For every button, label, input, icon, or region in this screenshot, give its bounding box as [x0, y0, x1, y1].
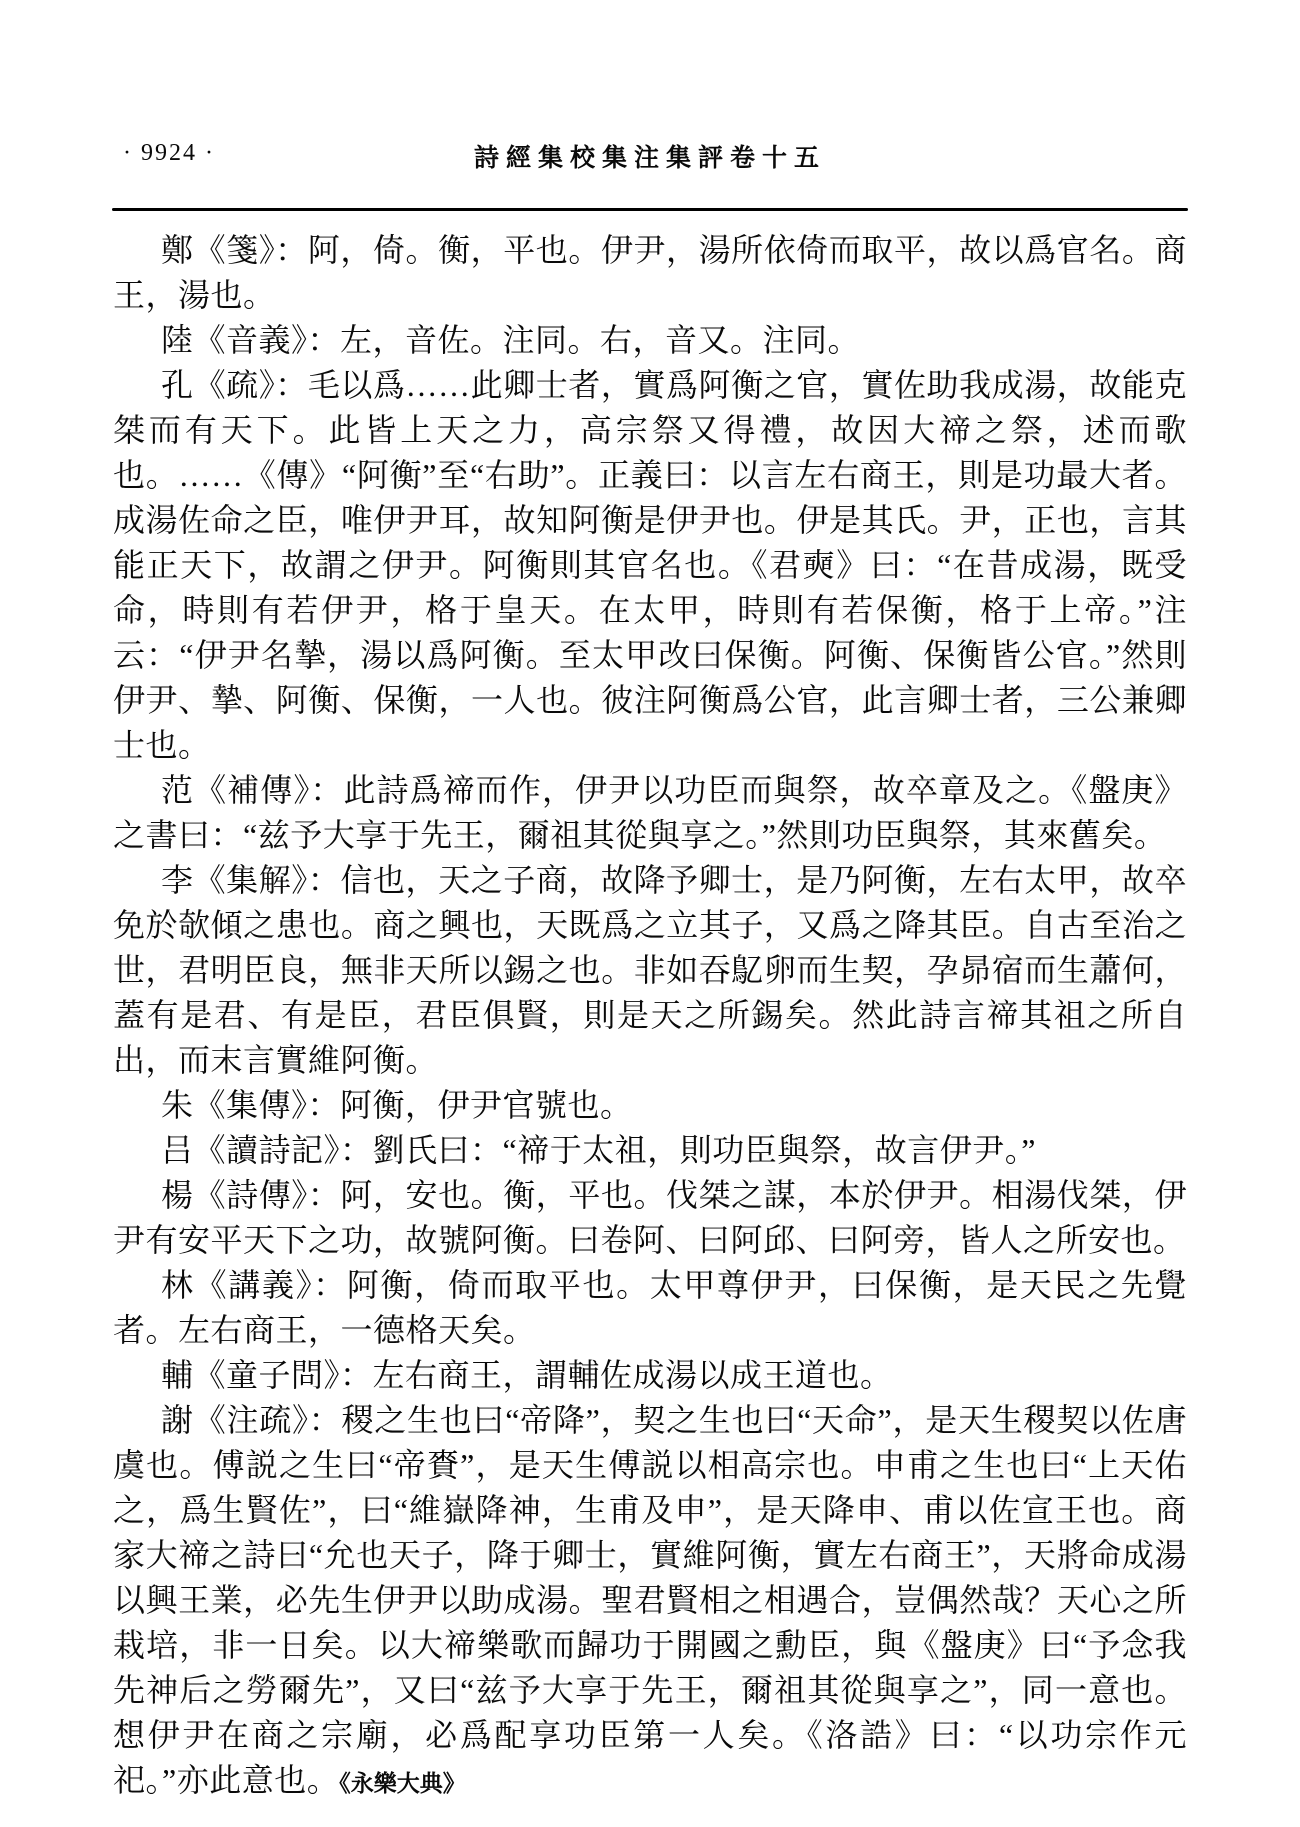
header-divider — [112, 208, 1188, 211]
page-number: · 9924 · — [123, 140, 215, 166]
paragraph — [113, 1173, 1187, 1263]
paragraph — [113, 1353, 1187, 1398]
paragraph-text: 鄭《箋》：阿，倚。衡，平也。伊尹，湯所依倚而取平，故以爲官名。商王，湯也。 — [113, 232, 1187, 313]
paragraph-text: 朱《集傳》：阿衡，伊尹官號也。 — [161, 1087, 633, 1123]
paragraph — [113, 228, 1187, 318]
running-title: 詩經集校集注集評卷十五 — [473, 145, 827, 172]
paragraph-text: 楊《詩傳》：阿，安也。衡，平也。伐桀之謀，本於伊尹。相湯伐桀，伊尹有安平天下之功，故號阿衡。曰卷阿、曰阿邱、曰阿旁，皆人之所安也。 — [113, 1177, 1187, 1258]
paragraph — [113, 1128, 1187, 1173]
paragraph — [113, 1263, 1187, 1353]
paragraph-text: 謝《注疏》：稷之生也曰“帝降”，契之生也曰“天命”，是天生稷契以佐唐虞也。傅説之生曰“帝賚”，是天生傅説以相高宗也。申甫之生也曰“上天佑之，爲生賢佐”，曰“維嶽降神，生甫及申”，是天降申、甫以佐宣王也。商家大禘之詩曰“允也天子，降于卿士，實維阿衡，實左右商王”，天將命成湯以興王業，必先生伊尹以助成湯。聖君賢相之相遇合，豈偶然哉？天心之所栽培，非一日矣。以大禘樂歌而歸功于開國之勳臣，與《盤庚》曰“予念我先神后之勞爾先”，又曰“兹予大享于先王，爾祖其從與享之”，同一意也。想伊尹在商之宗廟，必爲配享功臣第一人矣。《洛誥》曰：“以功宗作元祀。”亦此意也。 — [113, 1402, 1187, 1798]
paragraph — [113, 768, 1187, 858]
source-citation: 《永樂大典》 — [339, 1771, 466, 1796]
paragraph — [113, 318, 1187, 363]
paragraph-text: 李《集解》：信也，天之子商，故降予卿士，是乃阿衡，左右太甲，故卒免於欹傾之患也。商之興也，天既爲之立其子，又爲之降其臣。自古至治之世，君明臣良，無非天所以錫之也。非如吞鳦卵而生契，孕昴宿而生蕭何，蓋有是君、有是臣，君臣俱賢，則是天之所錫矣。然此詩言禘其祖之所自出，而末言實維阿衡。 — [113, 862, 1187, 1078]
text-body — [113, 228, 1187, 1806]
paragraph — [113, 363, 1187, 768]
paragraph — [113, 1083, 1187, 1128]
paragraph — [113, 858, 1187, 1083]
paragraph-text: 林《講義》：阿衡，倚而取平也。太甲尊伊尹，曰保衡，是天民之先覺者。左右商王，一德格天矣。 — [113, 1267, 1187, 1348]
paragraph-text: 輔《童子問》：左右商王，謂輔佐成湯以成王道也。 — [161, 1357, 893, 1393]
page-header — [113, 138, 1187, 178]
paragraph-text: 孔《疏》：毛以爲……此卿士者，實爲阿衡之官，實佐助我成湯，故能克桀而有天下。此皆上天之力，高宗祭又得禮，故因大禘之祭，述而歌也。……《傳》“阿衡”至“右助”。正義曰：以言左右商王，則是功最大者。成湯佐命之臣，唯伊尹耳，故知阿衡是伊尹也。伊是其氏。尹，正也，言其能正天下，故謂之伊尹。阿衡則其官名也。《君奭》曰：“在昔成湯，既受命，時則有若伊尹，格于皇天。在太甲，時則有若保衡，格于上帝。”注云：“伊尹名摯，湯以爲阿衡。至太甲改曰保衡。阿衡、保衡皆公官。”然則伊尹、摯、阿衡、保衡，一人也。彼注阿衡爲公官，此言卿士者，三公兼卿士也。 — [113, 367, 1187, 763]
paragraph-text: 吕《讀詩記》：劉氏曰：“禘于太祖，則功臣與祭，故言伊尹。” — [161, 1132, 1036, 1168]
paragraph-text: 范《補傳》：此詩爲禘而作，伊尹以功臣而與祭，故卒章及之。《盤庚》之書曰：“兹予大享于先王，爾祖其從與享之。”然則功臣與祭，其來舊矣。 — [113, 772, 1187, 853]
paragraph-text: 陸《音義》：左，音佐。注同。右，音又。注同。 — [161, 322, 861, 358]
paragraph — [113, 1398, 1187, 1806]
